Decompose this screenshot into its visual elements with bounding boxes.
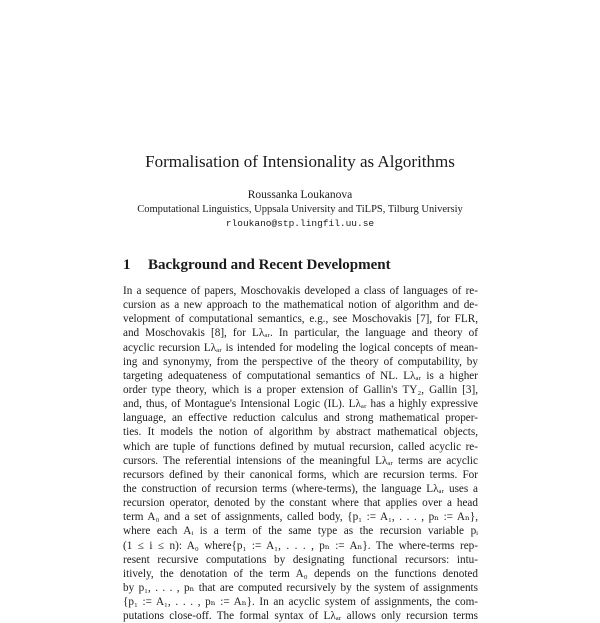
paragraph-line: In a sequence of papers, Moschovakis developed a class of languages of re- <box>123 285 478 297</box>
paragraph-line: ties. It models the notion of algorithm by abstract mathematical objects, <box>123 426 478 439</box>
paragraph-line: and, thus, of Montague's Intensional Logic (IL). Lλₐᵣ has a highly expressive <box>123 398 478 411</box>
paragraph-line: order type theory, which is a proper extension of Gallin's TY₂, Gallin [3], <box>123 383 478 396</box>
paragraph-line: the construction of recursion terms (where-terms), the language Lλₐᵣ uses a <box>123 482 478 495</box>
paragraph-line: cursors. The referential intensions of the meaningful Lλₐᵣ terms are acyclic <box>123 454 478 467</box>
section-body <box>123 284 478 623</box>
paragraph-line: resent recursive computations by designating functional recursors: intu- <box>123 553 478 566</box>
author-affiliation: Computational Linguistics, Uppsala University and TiLPS, Tilburg Universiy <box>137 204 463 215</box>
paragraph-line: velopment of computational semantics, e.g., see Moschovakis [7], for FLR, <box>123 313 478 326</box>
paragraph-line: {p₁ := A₁, . . . , pₙ := Aₙ}. In an acyclic system of assignments, the com- <box>123 596 478 609</box>
paragraph-line: (1 ≤ i ≤ n): A₀ where{p₁ := A₁, . . . , pₙ := Aₙ}. The where-terms rep- <box>123 539 478 552</box>
author-email: rloukano@stp.lingfil.uu.se <box>225 218 375 229</box>
paragraph-line: term A₀ and a set of assignments, called body, {p₁ := A₁, . . . , pₙ := Aₙ}, <box>123 511 478 524</box>
section-heading <box>123 257 391 274</box>
paragraph-line: targeting adequateness of computational semantics of NL. Lλₐᵣ is a higher <box>123 369 478 382</box>
paragraph-line: by p₁, . . . , pₙ that are computed recursively by the system of assignments <box>123 581 478 594</box>
paragraph-line: recursion operator, denoted by the constant where that applies over a head <box>123 497 478 510</box>
paragraph-line: language, an effective reduction calculus and strong mathematical proper- <box>123 412 478 425</box>
paragraph-line: where each Aᵢ is a term of the same type as the recursion variable pᵢ <box>123 525 478 538</box>
paragraph-line: and Moschovakis [8], for Lλₐᵣ. In particular, the language and theory of <box>123 327 478 340</box>
paper-title: Formalisation of Intensionality as Algorithms <box>145 152 455 171</box>
paragraph-line: cursion as a new approach to the mathematical notion of algorithm and de- <box>123 299 478 312</box>
section-number: 1 <box>123 257 131 273</box>
paragraph-line: ing and synonymy, from the perspective of the theory of computability, by <box>123 355 478 368</box>
paragraph-line: putations close-off. The formal syntax of Lλₐᵣ allows only recursion terms <box>123 610 478 623</box>
paragraph-line: itively, the denotation of the term A₀ depends on the functions denoted <box>123 567 478 580</box>
paragraph-line: which are tuple of functions defined by mutual recursion, called acyclic re- <box>123 440 478 453</box>
paragraph-line: acyclic recursion Lλₐᵣ is intended for modeling the logical concepts of mean- <box>123 341 478 354</box>
author-name: Roussanka Loukanova <box>247 189 353 201</box>
paragraph-line: recursors defined by their canonical forms, which are recursion terms. For <box>123 468 478 481</box>
section-title: Background and Recent Development <box>148 257 391 273</box>
